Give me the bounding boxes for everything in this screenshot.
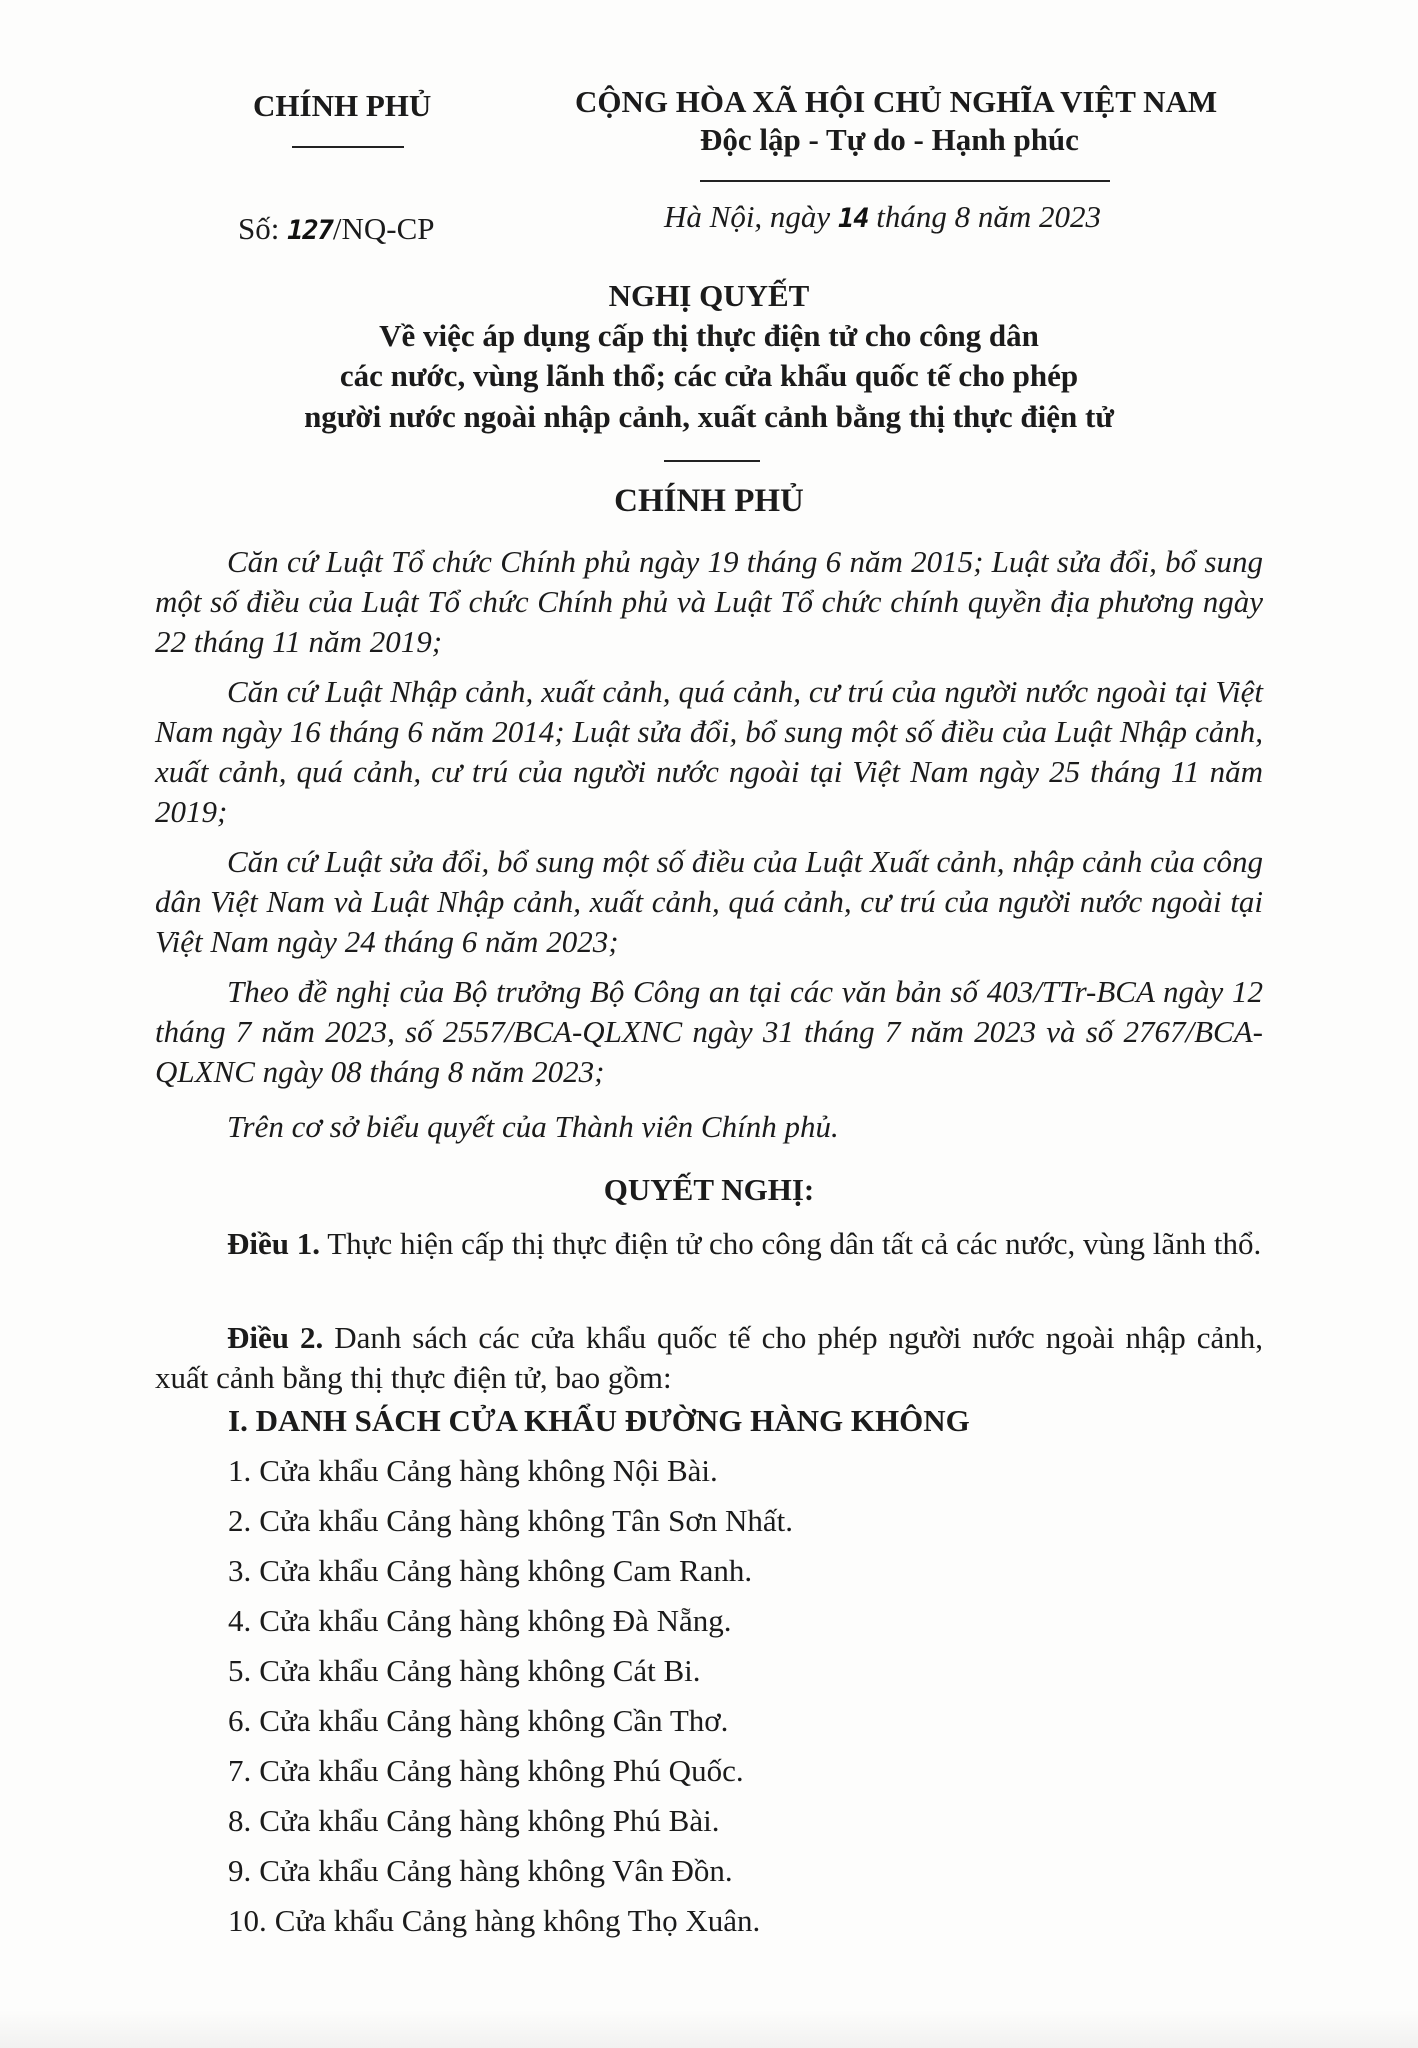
document-type: NGHỊ QUYẾT: [608, 278, 810, 313]
list-item: 5. Cửa khẩu Cảng hàng không Cát Bi.: [228, 1653, 701, 1688]
handwritten-number: 127: [287, 215, 333, 246]
authority-heading: CHÍNH PHỦ: [614, 483, 804, 519]
document-number: [238, 211, 435, 247]
section-heading-airports: I. DANH SÁCH CỬA KHẨU ĐƯỜNG HÀNG KHÔNG: [228, 1403, 970, 1438]
national-title: CỘNG HÒA XÃ HỘI CHỦ NGHĨA VIỆT NAM: [575, 84, 1218, 119]
number-prefix: Số:: [238, 211, 280, 246]
preamble-paragraph-5: Trên cơ sở biểu quyết của Thành viên Chính phủ.: [227, 1109, 839, 1144]
number-suffix: /NQ-CP: [332, 211, 435, 246]
place-date: [664, 199, 1101, 235]
decision-heading: QUYẾT NGHỊ:: [603, 1172, 815, 1207]
list-item: 1. Cửa khẩu Cảng hàng không Nội Bài.: [228, 1453, 718, 1488]
place-date-prefix: Hà Nội, ngày: [664, 199, 831, 234]
subject-line-1: Về việc áp dụng cấp thị thực điện tử cho công dân: [379, 318, 1039, 353]
motto-underline: [700, 180, 1110, 182]
issuer-name: CHÍNH PHỦ: [253, 88, 432, 123]
list-item: 9. Cửa khẩu Cảng hàng không Vân Đồn.: [228, 1853, 733, 1888]
list-item: 10. Cửa khẩu Cảng hàng không Thọ Xuân.: [228, 1903, 761, 1938]
article-2-label: Điều 2.: [227, 1320, 324, 1355]
national-motto: Độc lập - Tự do - Hạnh phúc: [700, 122, 1079, 157]
list-item: 4. Cửa khẩu Cảng hàng không Đà Nẵng.: [228, 1603, 732, 1638]
preamble-paragraph-2: Căn cứ Luật Nhập cảnh, xuất cảnh, quá cảnh, cư trú của người nước ngoài tại Việt Nam ngày 16 tháng 6 năm 2014; Luật sửa đổi, bổ sung một số điều của Luật Nhập cảnh, xuất cảnh, quá cảnh, cư trú của người nước ngoài tại Việt Nam ngày 25 tháng 11 năm 2019;: [155, 674, 1263, 829]
article-1: [155, 1224, 1263, 1264]
list-item: 8. Cửa khẩu Cảng hàng không Phú Bài.: [228, 1803, 720, 1838]
subject-line-2: các nước, vùng lãnh thổ; các cửa khẩu quốc tế cho phép: [339, 358, 1079, 393]
list-item: 2. Cửa khẩu Cảng hàng không Tân Sơn Nhất.: [228, 1503, 793, 1538]
preamble-paragraph-3: Căn cứ Luật sửa đổi, bổ sung một số điều của Luật Xuất cảnh, nhập cảnh của công dân Việt Nam và Luật Nhập cảnh, xuất cảnh, quá cảnh, cư trú của người nước ngoài tại Việt Nam ngày 24 tháng 6 năm 2023;: [155, 844, 1263, 959]
title-underline: [664, 460, 760, 462]
preamble-paragraph-1: Căn cứ Luật Tổ chức Chính phủ ngày 19 tháng 6 năm 2015; Luật sửa đổi, bổ sung một số điều của Luật Tổ chức Chính phủ và Luật Tổ chức chính quyền địa phương ngày 22 tháng 11 năm 2019;: [155, 544, 1263, 659]
subject-line-3: người nước ngoài nhập cảnh, xuất cảnh bằng thị thực điện tử: [304, 399, 1114, 434]
list-item: 7. Cửa khẩu Cảng hàng không Phú Quốc.: [228, 1753, 744, 1788]
handwritten-day: 14: [837, 203, 869, 234]
scan-edge: [0, 2010, 1418, 2048]
issuer-underline: [292, 146, 404, 148]
article-2-text: Danh sách các cửa khẩu quốc tế cho phép người nước ngoài nhập cảnh, xuất cảnh bằng thị thực điện tử, bao gồm:: [155, 1320, 1264, 1395]
place-date-suffix: tháng 8 năm 2023: [876, 199, 1101, 234]
article-1-label: Điều 1.: [227, 1226, 320, 1261]
preamble-paragraph-4: Theo đề nghị của Bộ trưởng Bộ Công an tại các văn bản số 403/TTr-BCA ngày 12 tháng 7 năm 2023, số 2557/BCA-QLXNC ngày 31 tháng 7 năm 2023 và số 2767/BCA-QLXNC ngày 08 tháng 8 năm 2023;: [155, 974, 1263, 1089]
article-2: [155, 1318, 1263, 1398]
article-1-text: Thực hiện cấp thị thực điện tử cho công dân tất cả các nước, vùng lãnh thổ.: [327, 1226, 1262, 1261]
list-item: 6. Cửa khẩu Cảng hàng không Cần Thơ.: [228, 1703, 729, 1738]
list-item: 3. Cửa khẩu Cảng hàng không Cam Ranh.: [228, 1553, 753, 1588]
